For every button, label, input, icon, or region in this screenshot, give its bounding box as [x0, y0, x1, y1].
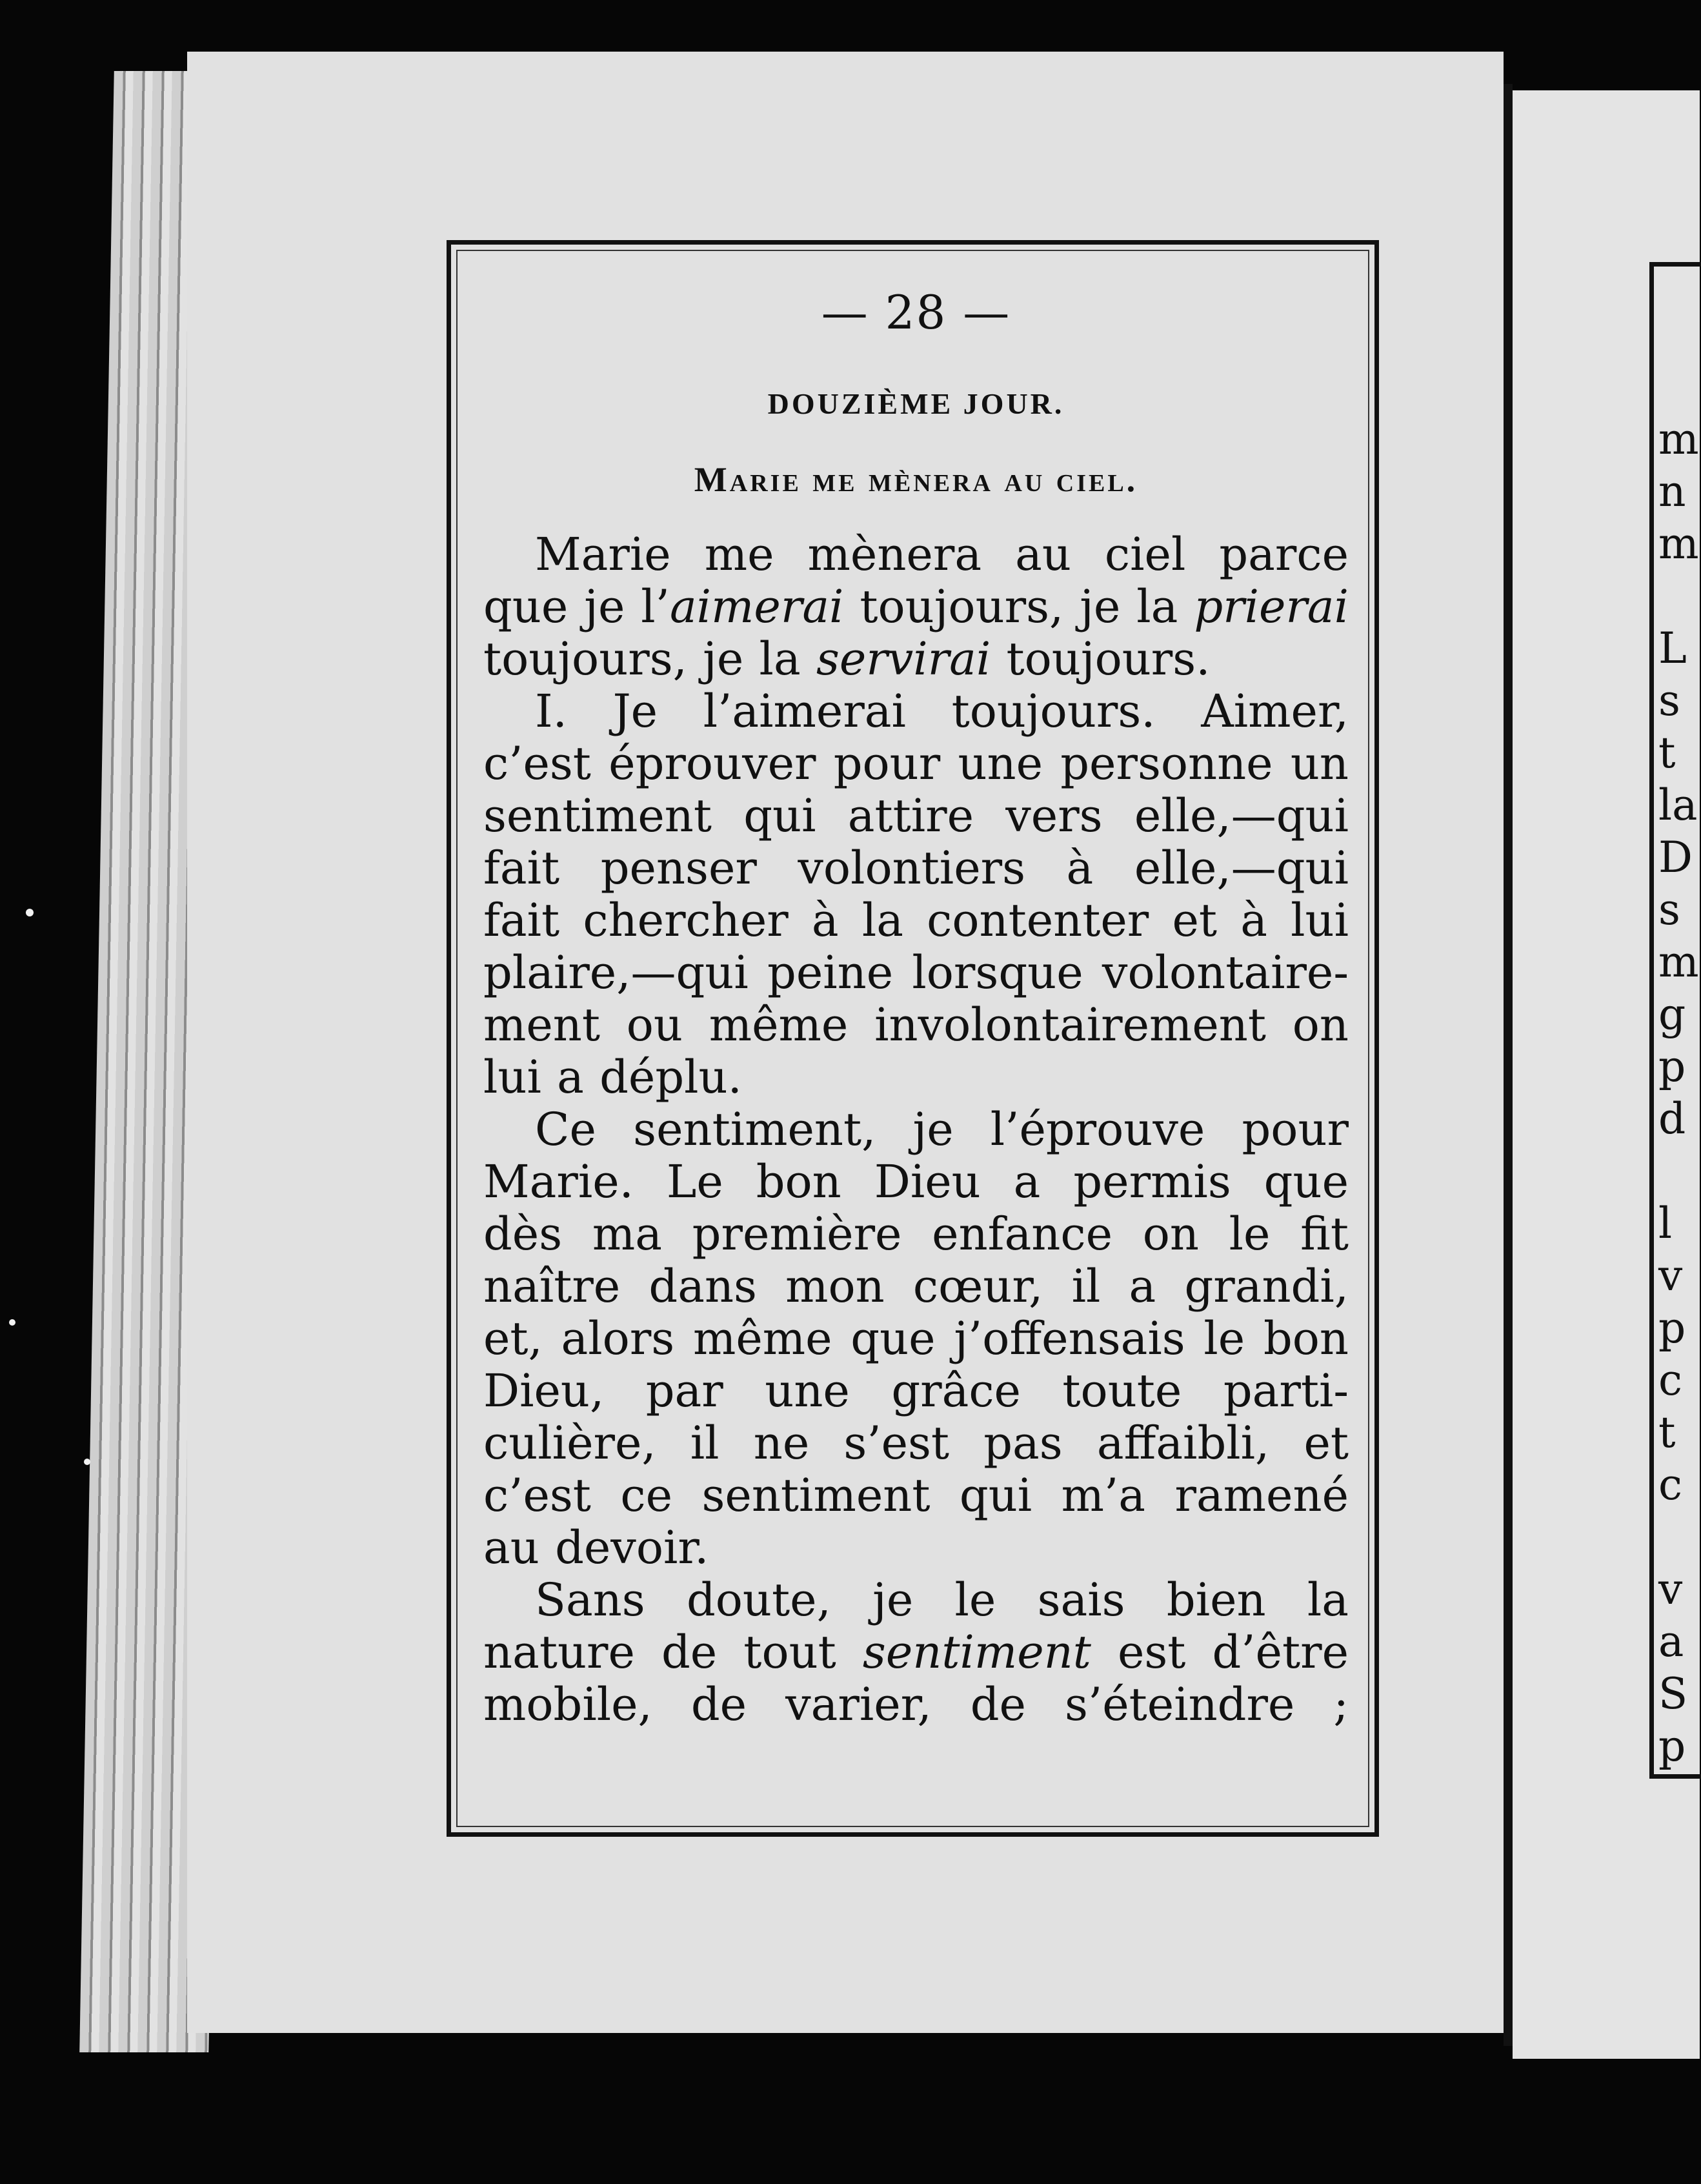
text-line: Dieu, par une grâce toute parti- — [483, 1364, 1349, 1417]
facing-page-fragment: p — [1658, 1042, 1686, 1091]
text-line — [483, 581, 1349, 633]
facing-page-fragment: g — [1658, 989, 1686, 1039]
book-gutter — [1504, 84, 1513, 2046]
body-text — [483, 529, 1349, 1731]
text-span: que je l’ — [483, 580, 670, 633]
facing-page-fragment: m — [1658, 519, 1699, 569]
facing-page-fragment: la — [1658, 780, 1698, 830]
text-line: au devoir. — [483, 1521, 709, 1574]
facing-page-fragment: s — [1658, 676, 1680, 725]
facing-page-fragment: c — [1658, 1355, 1682, 1405]
text-line: mobile, de varier, de s’éteindre ; — [483, 1678, 1349, 1731]
italic-word: aimerai — [669, 580, 844, 633]
facing-page-fragment: m — [1658, 414, 1699, 464]
paragraph — [483, 529, 1349, 685]
paragraph — [483, 685, 1349, 1104]
facing-page-fragment: s — [1658, 885, 1680, 935]
scan-speck — [9, 1319, 15, 1326]
facing-page-fragment: v — [1658, 1564, 1683, 1614]
facing-page-fragment: a — [1658, 1617, 1684, 1666]
text-line: plaire,—qui peine lorsque volontaire- — [483, 946, 1349, 999]
text-line: I. Je l’aimerai toujours. Aimer, — [535, 685, 1349, 738]
text-line — [483, 633, 1349, 685]
italic-word: prierai — [1194, 580, 1349, 633]
facing-page-fragment: c — [1658, 1460, 1682, 1510]
text-line — [483, 1626, 1349, 1679]
chapter-title: Marie me mènera au ciel. — [694, 460, 1138, 499]
text-line: c’est éprouver pour une personne un — [483, 737, 1349, 790]
facing-page-fragment — [1658, 1145, 1699, 1197]
facing-page-fragment: t — [1658, 1408, 1676, 1457]
day-heading: DOUZIÈME JOUR. — [767, 387, 1065, 420]
text-line: sentiment qui attire vers elle,—qui — [483, 789, 1349, 842]
text-frame — [447, 240, 1379, 1837]
text-span: est d’être — [1091, 1626, 1349, 1679]
italic-word: sentiment — [862, 1626, 1091, 1679]
text-span: toujours, je la — [843, 580, 1194, 633]
text-line: Ce sentiment, je l’éprouve pour — [535, 1103, 1349, 1156]
facing-page-fragment — [1658, 1511, 1699, 1563]
text-line: c’est ce sentiment qui m’a ramené — [483, 1469, 1349, 1522]
page-content — [483, 283, 1349, 1731]
paragraph — [483, 1574, 1349, 1731]
text-line: fait penser volontiers à elle,—qui — [483, 842, 1349, 895]
text-line: naître dans mon cœur, il a grandi, — [483, 1260, 1349, 1313]
text-span: nature de tout — [483, 1626, 863, 1679]
paragraph — [483, 1104, 1349, 1574]
scan-speck — [26, 909, 34, 916]
facing-page-fragment: m — [1658, 937, 1699, 987]
text-line: ment ou même involontairement on — [483, 998, 1349, 1051]
text-line: fait chercher à la contenter et à lui — [483, 894, 1349, 947]
page-number: — 28 — — [821, 285, 1011, 339]
text-line: dès ma première enfance on le fit — [483, 1208, 1349, 1260]
facing-page-fragment — [1658, 570, 1699, 622]
facing-page-fragment: n — [1658, 467, 1686, 516]
scan-speck — [84, 1459, 90, 1465]
text-span: toujours, je la — [483, 632, 816, 685]
text-line: Marie me mènera au ciel parce — [535, 528, 1349, 581]
text-line: et, alors même que j’offensais le bon — [483, 1312, 1349, 1365]
italic-word: servirai — [816, 632, 991, 685]
facing-page-fragment: p — [1658, 1303, 1686, 1353]
text-span: toujours. — [991, 632, 1211, 685]
facing-page-fragment: S — [1658, 1669, 1688, 1719]
text-line: Marie. Le bon Dieu a permis que — [483, 1155, 1349, 1208]
facing-page-fragment: d — [1658, 1094, 1686, 1144]
facing-page-fragment: p — [1658, 1721, 1686, 1771]
facing-page-fragment: l — [1658, 1198, 1673, 1248]
facing-page-fragment: t — [1658, 728, 1676, 778]
text-line: lui a déplu. — [483, 1051, 742, 1104]
facing-page-fragment: D — [1658, 833, 1693, 882]
text-line: Sans doute, je le sais bien la — [535, 1573, 1349, 1626]
facing-page-fragment: L — [1658, 623, 1687, 673]
facing-page-text-fragments — [1658, 413, 1699, 1772]
facing-page-fragment: v — [1658, 1251, 1683, 1300]
text-line: culière, il ne s’est pas affaibli, et — [483, 1417, 1349, 1470]
